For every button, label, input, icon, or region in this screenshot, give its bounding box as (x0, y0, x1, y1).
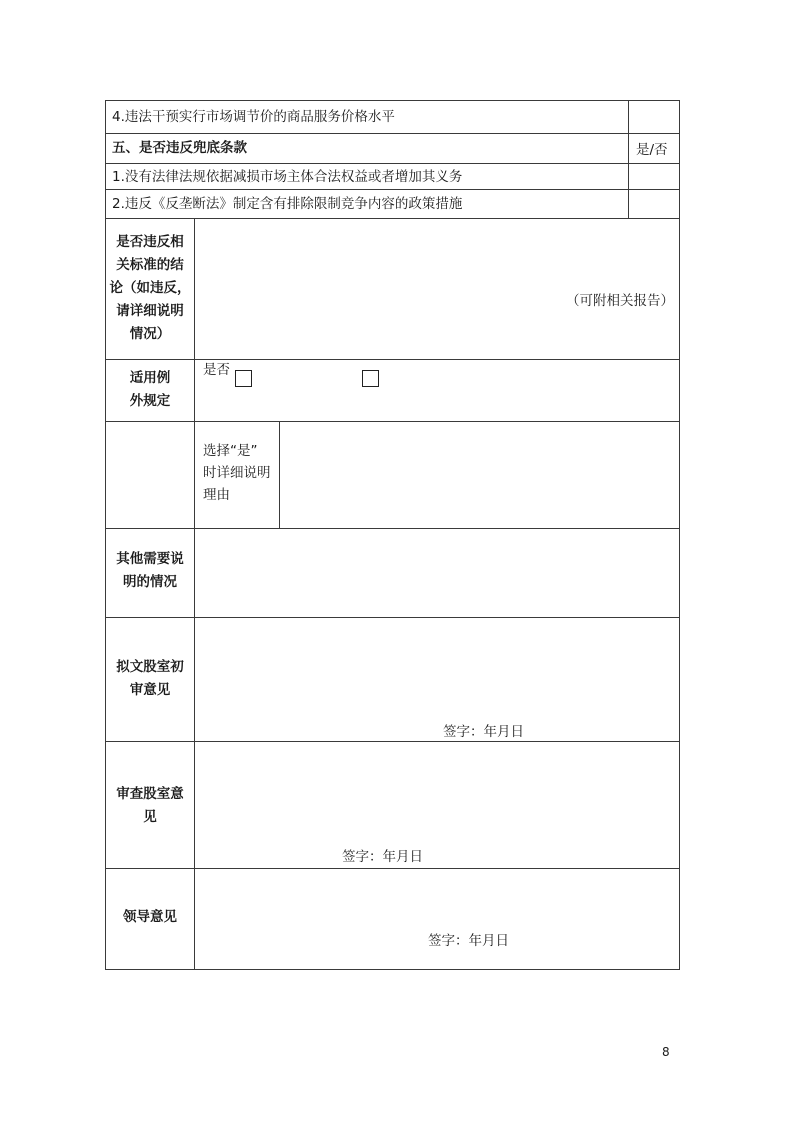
section-5-heading: 五、是否违反兜底条款 (112, 140, 247, 156)
section-5-item-1: 1.没有法律法规依据减损市场主体合法权益或者增加其义务 (112, 169, 463, 185)
reason-label: 选择“是” 时详细说明 理由 (203, 443, 271, 503)
table-border-top (105, 100, 680, 101)
audit-review-label: 审查股室意 见 (116, 786, 184, 825)
row-divider (105, 133, 680, 134)
no-checkbox[interactable] (362, 370, 379, 387)
table-border-bottom (105, 969, 680, 970)
page-number: 8 (662, 1045, 670, 1059)
row-divider (105, 617, 680, 618)
leader-review-label: 领导意见 (123, 909, 177, 925)
yes-no-header: 是/否 (636, 142, 668, 158)
row-divider (105, 163, 680, 164)
row-divider (105, 218, 680, 219)
row-divider (105, 359, 680, 360)
other-info-label: 其他需要说 明的情况 (116, 551, 184, 590)
yes-checkbox[interactable] (235, 370, 252, 387)
row-divider (105, 189, 680, 190)
attach-report-note: （可附相关报告） (566, 293, 674, 309)
item-4-text: 4.违法干预实行市场调节价的商品服务价格水平 (112, 109, 395, 125)
section-5-item-2: 2.违反《反垄断法》制定含有排除限制竞争内容的政策措施 (112, 196, 463, 212)
table-border-right (679, 100, 680, 970)
label-column-divider (194, 218, 195, 969)
conclusion-label: 是否违反相 关标准的结 论（如违反， 请详细说明 情况） (109, 234, 191, 342)
drafting-signature: 签字：年月日 (443, 724, 524, 740)
row-divider (105, 421, 680, 422)
leader-signature: 签字：年月日 (428, 933, 509, 949)
reason-column-divider (279, 421, 280, 528)
yes-no-column-divider (628, 100, 629, 218)
row-divider (105, 528, 680, 529)
exception-label: 适用例 外规定 (129, 370, 171, 409)
exception-choice-prefix: 是否 (203, 362, 230, 378)
row-divider (105, 741, 680, 742)
audit-signature: 签字：年月日 (342, 849, 423, 865)
drafting-review-label: 拟文股室初 审意见 (116, 659, 184, 698)
row-divider (105, 868, 680, 869)
